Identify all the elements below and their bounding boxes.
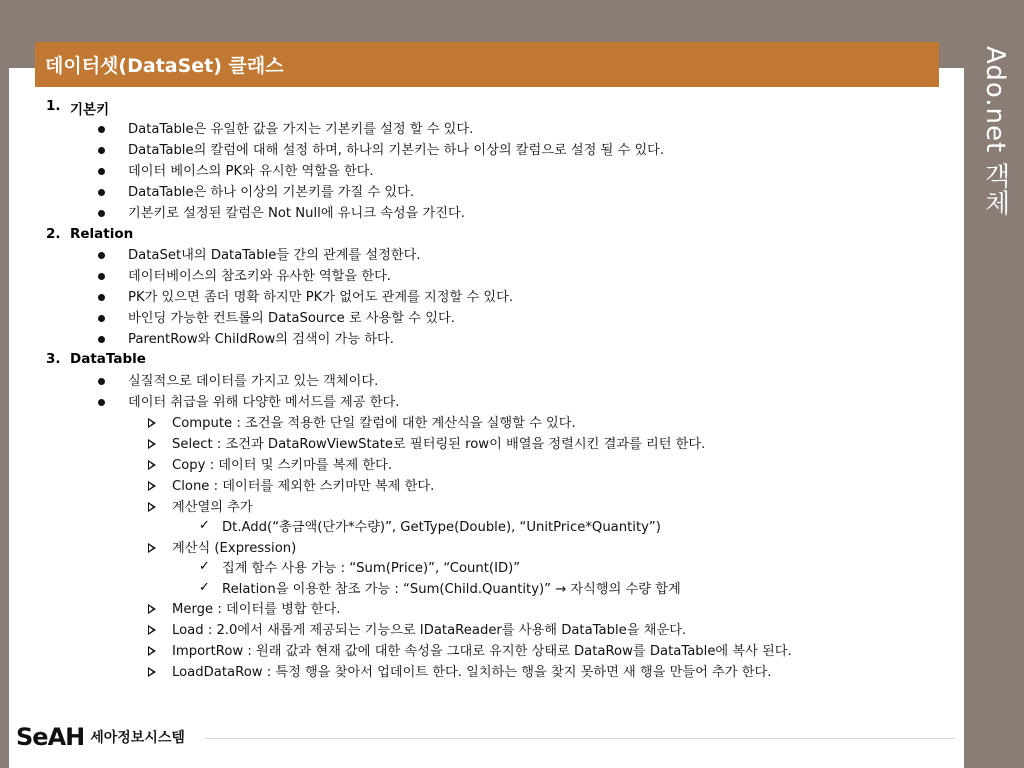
title-bar [35,42,939,87]
bullet-icon [98,378,105,385]
section-heading: 기본키 [70,102,110,118]
arrow-bullet-icon [148,418,156,428]
method-item: Clone : 데이터를 제외한 스키마만 복제 한다. [172,479,435,494]
list-item: 기본키로 설정된 칼럼은 Not Null에 유니크 속성을 가진다. [128,206,465,221]
company-logo [16,722,185,752]
list-item: DataTable은 유일한 값을 가지는 기본키를 설정 할 수 있다. [128,122,474,137]
sub-item: Relation을 이용한 참조 가능 : “Sum(Child.Quantity)” → 자식행의 수량 합계 [222,582,681,597]
slide-title: 데이터셋(DataSet) 클래스 [45,55,284,77]
arrow-bullet-icon [148,604,156,614]
arrow-bullet-icon [148,460,156,470]
list-item: ParentRow와 ChildRow의 검색이 가능 하다. [128,332,394,347]
section-heading: Relation [70,226,134,242]
bullet-icon [98,168,105,175]
bullet-icon [98,189,105,196]
method-item: Copy : 데이터 및 스키마를 복제 한다. [172,458,393,473]
logo-wordmark: SeAH [16,723,85,751]
bullet-icon [98,252,105,259]
section-number: 1. [46,98,61,114]
check-icon: ✓ [199,518,210,533]
arrow-bullet-icon [148,625,156,635]
sub-item: 집계 함수 사용 가능 : “Sum(Price)”, “Count(ID)” [222,561,521,576]
method-item: 계산열의 추가 [172,500,253,515]
bullet-icon [98,126,105,133]
bullet-icon [98,147,105,154]
list-item: DataTable은 하나 이상의 기본키를 가질 수 있다. [128,185,415,200]
side-title: Ado.net 객체 [980,46,1010,217]
section-heading: DataTable [70,351,146,367]
method-item: 계산식 (Expression) [172,541,297,556]
bullet-icon [98,273,105,280]
bullet-icon [98,210,105,217]
bullet-icon [98,315,105,322]
arrow-bullet-icon [148,502,156,512]
method-item: Merge : 데이터를 병합 한다. [172,602,341,617]
arrow-bullet-icon [148,481,156,491]
arrow-bullet-icon [148,667,156,677]
method-item: LoadDataRow : 특정 행을 찾아서 업데이트 한다. 일치하는 행을 찾지 못하면 새 행을 만들어 추가 한다. [172,665,772,680]
list-item: 바인딩 가능한 컨트롤의 DataSource 로 사용할 수 있다. [128,311,455,326]
list-item: 데이터베이스의 참조키와 유사한 역할을 한다. [128,269,392,284]
list-item: 실질적으로 데이터를 가지고 있는 객체이다. [128,374,379,389]
section-number: 3. [46,351,61,367]
logo-subtitle: 세아정보시스템 [90,730,185,746]
list-item: 데이터 취급을 위해 다양한 메서드를 제공 한다. [128,395,400,410]
list-item: PK가 있으면 좀더 명확 하지만 PK가 없어도 관계를 지정할 수 있다. [128,290,514,305]
method-item: ImportRow : 원래 값과 현재 값에 대한 속성을 그대로 유지한 상태로 DataRow를 DataTable에 복사 된다. [172,644,792,659]
sub-item: Dt.Add(“총금액(단가*수량)”, GetType(Double), “UnitPrice*Quantity”) [222,520,661,535]
list-item: DataTable의 칼럼에 대해 설정 하며, 하나의 기본키는 하나 이상의 칼럼으로 설정 될 수 있다. [128,143,665,158]
section-number: 2. [46,226,61,242]
method-item: Load : 2.0에서 새롭게 제공되는 기능으로 IDataReader를 사용해 DataTable을 채운다. [172,623,687,638]
list-item: DataSet내의 DataTable들 간의 관계를 설정한다. [128,248,421,263]
footer-divider [205,738,955,739]
bullet-icon [98,294,105,301]
list-item: 데이터 베이스의 PK와 유시한 역할을 한다. [128,164,374,179]
check-icon: ✓ [199,559,210,574]
arrow-bullet-icon [148,439,156,449]
method-item: Compute : 조건을 적용한 단일 칼럼에 대한 계산식을 실행할 수 있다. [172,416,576,431]
check-icon: ✓ [199,580,210,595]
arrow-bullet-icon [148,646,156,656]
method-item: Select : 조건과 DataRowViewState로 필터링된 row이 배열을 정렬시킨 결과를 리턴 한다. [172,437,706,452]
bullet-icon [98,399,105,406]
bullet-icon [98,336,105,343]
arrow-bullet-icon [148,543,156,553]
